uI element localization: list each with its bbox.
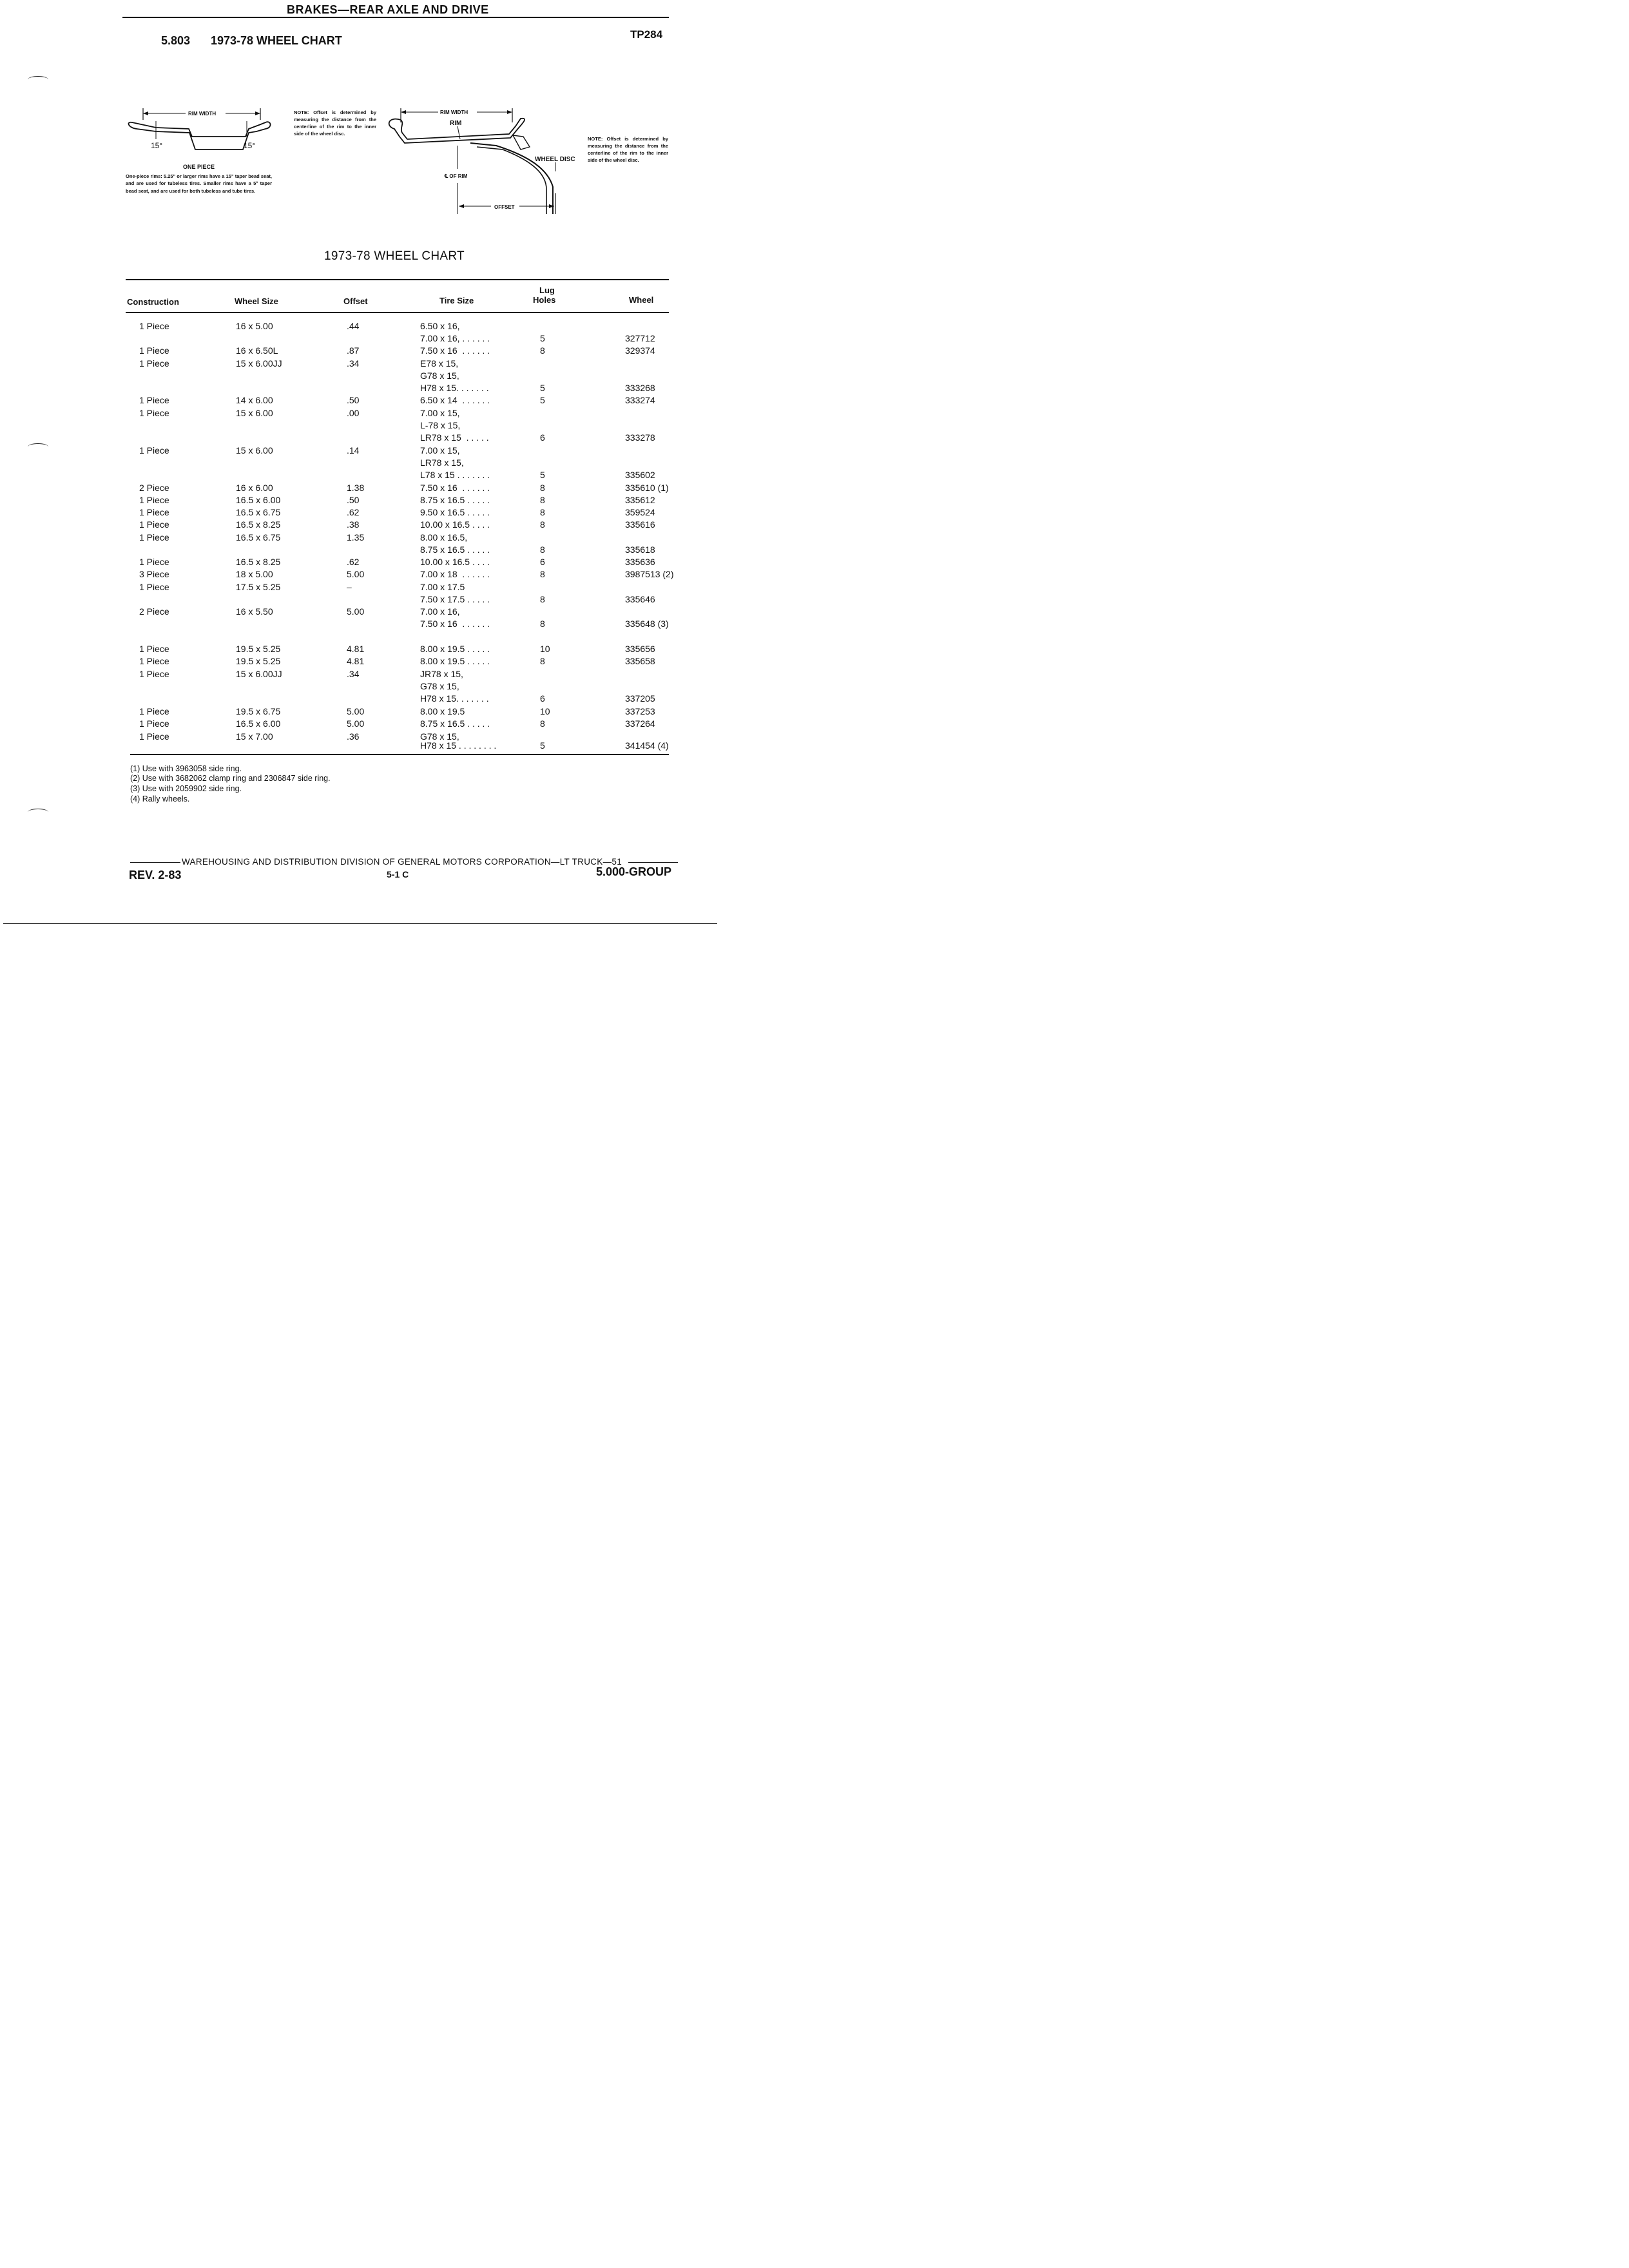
wheel-number-cell: 335618 bbox=[625, 544, 655, 555]
construction-cell: 1 Piece bbox=[139, 557, 169, 567]
construction-cell: 1 Piece bbox=[139, 321, 169, 331]
lug-holes-cell: 8 bbox=[540, 718, 545, 729]
tire-size-cell: 7.50 x 16 . . . . . . bbox=[420, 619, 490, 629]
tire-size-cell: 8.00 x 19.5 bbox=[420, 706, 465, 716]
offset-cell: .34 bbox=[347, 358, 360, 369]
offset-cell: 1.38 bbox=[347, 483, 365, 493]
construction-cell: 1 Piece bbox=[139, 706, 169, 716]
lug-holes-cell: 8 bbox=[540, 656, 545, 666]
offset-cell: .38 bbox=[347, 519, 360, 530]
offset-cell: 4.81 bbox=[347, 656, 365, 666]
wheel-number-cell: 333268 bbox=[625, 383, 655, 393]
wheel-number-cell: 333278 bbox=[625, 432, 655, 443]
offset-cell: .62 bbox=[347, 507, 360, 517]
wheel-number-cell: 341454 (4) bbox=[625, 740, 669, 751]
tire-size-cell: 8.75 x 16.5 . . . . . bbox=[420, 718, 490, 729]
one-piece-description: One-piece rims: 5.25" or larger rims have a 15" taper bead seat, and are used for tubeless tires. Smaller rims have a 5° taper bead seat, and are used for both tubeless and tube tires. bbox=[126, 173, 272, 194]
tire-size-cell: G78 x 15, bbox=[420, 731, 459, 742]
tire-size-cell: 10.00 x 16.5 . . . . bbox=[420, 557, 490, 567]
one-piece-heading: ONE PIECE bbox=[183, 164, 215, 170]
tire-size-cell: H78 x 15. . . . . . . bbox=[420, 383, 489, 393]
wheel-size-cell: 16.5 x 6.75 bbox=[236, 532, 281, 543]
footnote-4: (4) Rally wheels. bbox=[130, 794, 190, 803]
offset-cell: .44 bbox=[347, 321, 360, 331]
construction-cell: 1 Piece bbox=[139, 358, 169, 369]
construction-cell: 1 Piece bbox=[139, 644, 169, 654]
tire-size-cell: H78 x 15 . . . . . . . . bbox=[420, 740, 497, 751]
offset-cell: .50 bbox=[347, 395, 360, 405]
tire-size-cell: 7.00 x 17.5 bbox=[420, 582, 465, 592]
construction-cell: 1 Piece bbox=[139, 582, 169, 592]
offset-cell: 5.00 bbox=[347, 718, 365, 729]
lug-holes-cell: 6 bbox=[540, 693, 545, 704]
tire-size-cell: 7.00 x 15, bbox=[420, 408, 460, 418]
lug-holes-cell: 8 bbox=[540, 345, 545, 356]
lug-holes-cell: 8 bbox=[540, 495, 545, 505]
tire-size-cell: 9.50 x 16.5 . . . . . bbox=[420, 507, 490, 517]
left-angle-label: 15° bbox=[151, 141, 163, 150]
wheel-number-cell: 337264 bbox=[625, 718, 655, 729]
offset-cell: 5.00 bbox=[347, 606, 365, 617]
right-rim-width-label: RIM WIDTH bbox=[440, 110, 468, 115]
offset-cell: 5.00 bbox=[347, 569, 365, 579]
offset-cell: .14 bbox=[347, 445, 360, 456]
wheel-number-cell: 335616 bbox=[625, 519, 655, 530]
rim-label: RIM bbox=[450, 120, 462, 127]
offset-cell: .62 bbox=[347, 557, 360, 567]
wheel-number-cell: 337253 bbox=[625, 706, 655, 716]
offset-cell: .36 bbox=[347, 731, 360, 742]
lug-holes-cell: 5 bbox=[540, 333, 545, 343]
margin-mark bbox=[28, 76, 48, 83]
margin-mark bbox=[28, 809, 48, 816]
lug-holes-cell: 8 bbox=[540, 519, 545, 530]
tire-size-cell: 6.50 x 14 . . . . . . bbox=[420, 395, 490, 405]
offset-cell: 1.35 bbox=[347, 532, 365, 543]
tire-size-cell: G78 x 15, bbox=[420, 370, 459, 381]
tire-size-cell: 7.00 x 18 . . . . . . bbox=[420, 569, 490, 579]
wheel-disc-drawing bbox=[389, 108, 555, 214]
wheel-size-cell: 16.5 x 6.75 bbox=[236, 507, 281, 517]
tire-size-cell: 7.00 x 16, . . . . . . bbox=[420, 333, 490, 343]
table-header-rule bbox=[126, 312, 669, 313]
lug-holes-cell: 6 bbox=[540, 557, 545, 567]
page-bottom-rule bbox=[3, 923, 717, 924]
lug-holes-cell: 5 bbox=[540, 740, 545, 751]
wheel-size-cell: 16 x 5.50 bbox=[236, 606, 273, 617]
wheel-size-cell: 16 x 6.50L bbox=[236, 345, 278, 356]
tire-size-cell: H78 x 15. . . . . . . bbox=[420, 693, 489, 704]
page-number: 5-1 C bbox=[387, 869, 409, 879]
construction-cell: 1 Piece bbox=[139, 408, 169, 418]
footnote-3: (3) Use with 2059902 side ring. bbox=[130, 784, 242, 793]
lug-holes-cell: 8 bbox=[540, 569, 545, 579]
tire-size-cell: 7.00 x 16, bbox=[420, 606, 460, 617]
tire-size-cell: 10.00 x 16.5 . . . . bbox=[420, 519, 490, 530]
lug-holes-cell: 8 bbox=[540, 594, 545, 604]
footer-rule-right bbox=[628, 862, 678, 863]
wheel-number-cell: 359524 bbox=[625, 507, 655, 517]
right-angle-label: 15° bbox=[244, 141, 256, 150]
footnote-2: (2) Use with 3682062 clamp ring and 2306847 side ring. bbox=[130, 774, 331, 783]
wheel-disc-label: WHEEL DISC bbox=[535, 156, 575, 163]
wheel-size-cell: 15 x 6.00JJ bbox=[236, 669, 282, 679]
wheel-size-cell: 15 x 7.00 bbox=[236, 731, 273, 742]
lug-holes-cell: 6 bbox=[540, 432, 545, 443]
construction-cell: 1 Piece bbox=[139, 656, 169, 666]
construction-cell: 1 Piece bbox=[139, 532, 169, 543]
wheel-number-cell: 3987513 (2) bbox=[625, 569, 674, 579]
table-bottom-rule bbox=[130, 754, 669, 755]
centerline-label: ℄ OF RIM bbox=[445, 173, 468, 179]
tire-size-cell: LR78 x 15 . . . . . bbox=[420, 432, 489, 443]
tire-size-cell: L-78 x 15, bbox=[420, 420, 461, 430]
offset-cell: .87 bbox=[347, 345, 360, 356]
construction-cell: 1 Piece bbox=[139, 519, 169, 530]
construction-cell: 1 Piece bbox=[139, 445, 169, 456]
lug-holes-cell: 5 bbox=[540, 383, 545, 393]
wheel-number-cell: 337205 bbox=[625, 693, 655, 704]
tire-size-cell: G78 x 15, bbox=[420, 681, 459, 691]
header-lug-holes-line1: Lug bbox=[539, 285, 555, 295]
offset-cell: .34 bbox=[347, 669, 360, 679]
tire-size-cell: 7.50 x 17.5 . . . . . bbox=[420, 594, 490, 604]
wheel-number-cell: 335612 bbox=[625, 495, 655, 505]
section-number: 5.803 bbox=[161, 34, 191, 47]
lug-holes-cell: 8 bbox=[540, 619, 545, 629]
table-top-rule bbox=[126, 279, 669, 280]
tire-size-cell: 8.00 x 19.5 . . . . . bbox=[420, 644, 490, 654]
tire-size-cell: 8.75 x 16.5 . . . . . bbox=[420, 495, 490, 505]
offset-cell: 5.00 bbox=[347, 706, 365, 716]
section-title: BRAKES—REAR AXLE AND DRIVE bbox=[287, 3, 489, 16]
construction-cell: 1 Piece bbox=[139, 669, 169, 679]
wheel-size-cell: 16 x 5.00 bbox=[236, 321, 273, 331]
footnote-1: (1) Use with 3963058 side ring. bbox=[130, 764, 242, 773]
construction-cell: 2 Piece bbox=[139, 606, 169, 617]
wheel-number-cell: 335648 (3) bbox=[625, 619, 669, 629]
header-tire-size: Tire Size bbox=[439, 296, 474, 305]
offset-note-right: NOTE: Offset is determined by measuring the distance from the centerline of the rim to the inner side of the wheel disc. bbox=[588, 136, 668, 163]
tire-size-cell: 6.50 x 16, bbox=[420, 321, 460, 331]
margin-mark bbox=[28, 443, 48, 450]
header-rule bbox=[122, 17, 669, 18]
wheel-size-cell: 16.5 x 6.00 bbox=[236, 718, 281, 729]
page-title: 1973-78 WHEEL CHART bbox=[211, 34, 342, 47]
revision-label: REV. 2-83 bbox=[129, 869, 182, 881]
footer-division: WAREHOUSING AND DISTRIBUTION DIVISION OF GENERAL MOTORS CORPORATION—LT TRUCK—51 bbox=[182, 857, 622, 867]
wheel-size-cell: 18 x 5.00 bbox=[236, 569, 273, 579]
offset-cell: – bbox=[347, 582, 352, 592]
tire-size-cell: 8.00 x 19.5 . . . . . bbox=[420, 656, 490, 666]
wheel-size-cell: 17.5 x 5.25 bbox=[236, 582, 281, 592]
lug-holes-cell: 8 bbox=[540, 544, 545, 555]
wheel-size-cell: 14 x 6.00 bbox=[236, 395, 273, 405]
tire-size-cell: 8.75 x 16.5 . . . . . bbox=[420, 544, 490, 555]
lug-holes-cell: 5 bbox=[540, 470, 545, 480]
wheel-size-cell: 15 x 6.00 bbox=[236, 408, 273, 418]
document-code: TP284 bbox=[630, 28, 663, 41]
construction-cell: 1 Piece bbox=[139, 507, 169, 517]
wheel-number-cell: 333274 bbox=[625, 395, 655, 405]
tire-size-cell: E78 x 15, bbox=[420, 358, 459, 369]
wheel-number-cell: 335610 (1) bbox=[625, 483, 669, 493]
header-wheel: Wheel bbox=[629, 295, 654, 305]
lug-holes-cell: 10 bbox=[540, 644, 550, 654]
wheel-number-cell: 335636 bbox=[625, 557, 655, 567]
lug-holes-cell: 10 bbox=[540, 706, 550, 716]
tire-size-cell: 7.00 x 15, bbox=[420, 445, 460, 456]
wheel-size-cell: 16.5 x 6.00 bbox=[236, 495, 281, 505]
offset-cell: 4.81 bbox=[347, 644, 365, 654]
header-lug-holes-line2: Holes bbox=[533, 295, 556, 305]
wheel-number-cell: 335656 bbox=[625, 644, 655, 654]
wheel-size-cell: 15 x 6.00 bbox=[236, 445, 273, 456]
tire-size-cell: JR78 x 15, bbox=[420, 669, 463, 679]
construction-cell: 1 Piece bbox=[139, 345, 169, 356]
wheel-size-cell: 15 x 6.00JJ bbox=[236, 358, 282, 369]
wheel-size-cell: 19.5 x 5.25 bbox=[236, 656, 281, 666]
header-wheel-size: Wheel Size bbox=[235, 296, 278, 306]
header-construction: Construction bbox=[127, 297, 179, 307]
tire-size-cell: 7.50 x 16 . . . . . . bbox=[420, 483, 490, 493]
lug-holes-cell: 8 bbox=[540, 483, 545, 493]
offset-cell: .00 bbox=[347, 408, 360, 418]
lug-holes-cell: 5 bbox=[540, 395, 545, 405]
wheel-number-cell: 335602 bbox=[625, 470, 655, 480]
table-title: 1973-78 WHEEL CHART bbox=[324, 249, 465, 263]
construction-cell: 1 Piece bbox=[139, 718, 169, 729]
offset-cell: .50 bbox=[347, 495, 360, 505]
tire-size-cell: L78 x 15 . . . . . . . bbox=[420, 470, 490, 480]
construction-cell: 1 Piece bbox=[139, 395, 169, 405]
wheel-size-cell: 16 x 6.00 bbox=[236, 483, 273, 493]
construction-cell: 1 Piece bbox=[139, 495, 169, 505]
wheel-number-cell: 335646 bbox=[625, 594, 655, 604]
wheel-number-cell: 327712 bbox=[625, 333, 655, 343]
tire-size-cell: LR78 x 15, bbox=[420, 457, 464, 468]
lug-holes-cell: 8 bbox=[540, 507, 545, 517]
construction-cell: 3 Piece bbox=[139, 569, 169, 579]
wheel-size-cell: 19.5 x 6.75 bbox=[236, 706, 281, 716]
tire-size-cell: 7.50 x 16 . . . . . . bbox=[420, 345, 490, 356]
wheel-size-cell: 19.5 x 5.25 bbox=[236, 644, 281, 654]
offset-note-left: NOTE: Offset is determined by measuring the distance from the centerline of the rim to the inner side of the wheel disc. bbox=[294, 110, 376, 137]
wheel-size-cell: 16.5 x 8.25 bbox=[236, 519, 281, 530]
offset-label: OFFSET bbox=[494, 204, 515, 210]
construction-cell: 1 Piece bbox=[139, 731, 169, 742]
group-number: 5.000-GROUP bbox=[596, 865, 672, 878]
footer-rule-left bbox=[130, 862, 180, 863]
wheel-size-cell: 16.5 x 8.25 bbox=[236, 557, 281, 567]
wheel-number-cell: 335658 bbox=[625, 656, 655, 666]
header-offset: Offset bbox=[343, 296, 368, 306]
left-rim-width-label: RIM WIDTH bbox=[188, 111, 217, 117]
construction-cell: 2 Piece bbox=[139, 483, 169, 493]
wheel-number-cell: 329374 bbox=[625, 345, 655, 356]
tire-size-cell: 8.00 x 16.5, bbox=[420, 532, 468, 543]
